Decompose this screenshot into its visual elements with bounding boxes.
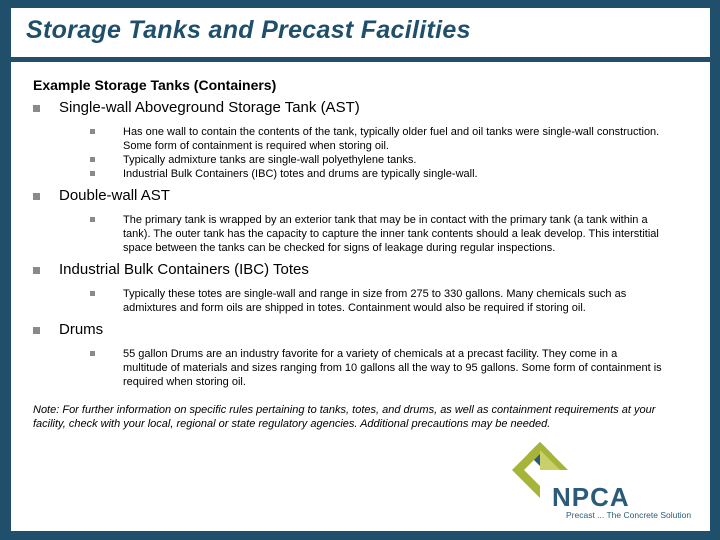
section-heading: Example Storage Tanks (Containers)	[33, 77, 277, 93]
square-bullet-icon	[90, 217, 95, 222]
list-item-double-wall-ast	[33, 187, 663, 205]
sub-list-item	[90, 125, 663, 153]
sublist	[33, 347, 663, 389]
slide-content	[33, 76, 663, 395]
square-bullet-icon	[33, 267, 40, 274]
npca-logo	[510, 440, 710, 524]
logo-wordmark: NPCA	[552, 482, 630, 512]
list-item-label: Double-wall AST	[59, 187, 170, 204]
sub-list-item-text: Typically admixture tanks are single-wall polyethylene tanks.	[123, 154, 417, 166]
sub-list-item	[90, 287, 663, 315]
sub-list-item	[90, 213, 663, 255]
square-bullet-icon	[90, 351, 95, 356]
square-bullet-icon	[33, 327, 40, 334]
list-item-single-wall-ast	[33, 99, 663, 117]
list-item-label: Drums	[59, 321, 104, 338]
sub-list-item-text: The primary tank is wrapped by an exterior tank that may be in contact with the primary tank (a tank within a tank). The outer tank has the capacity to capture the inner tank contents should a leak develop. This interstitial space between the tanks can be checked for signs of leakage during regular inspections.	[123, 214, 659, 254]
sub-list-item-text: Industrial Bulk Containers (IBC) totes and drums are typically single-wall.	[123, 168, 478, 180]
title-divider	[11, 57, 710, 62]
square-bullet-icon	[90, 171, 95, 176]
sub-list-item-text: Typically these totes are single-wall and range in size from 275 to 330 gallons. Many chemicals such as admixtures and form oils are shipped in totes. Containment would also be required if storing oil.	[123, 288, 627, 314]
square-bullet-icon	[33, 105, 40, 112]
logo-tagline: Precast ... The Concrete Solution	[566, 510, 692, 520]
square-bullet-icon	[90, 157, 95, 162]
sub-list-item-text: Has one wall to contain the contents of the tank, typically older fuel and oil tanks were single-wall construction. Some form of containment is required when storing oil.	[123, 126, 660, 152]
square-bullet-icon	[33, 193, 40, 200]
sublist	[33, 287, 663, 315]
sub-list-item	[90, 347, 663, 389]
sub-list-item	[90, 153, 663, 167]
sub-list-item-text: 55 gallon Drums are an industry favorite for a variety of chemicals at a precast facility. They come in a multitude of materials and sizes ranging from 10 gallons all the way to 95 gallons. Some form of containment is required when storing oil.	[123, 348, 662, 388]
list-item-label: Single-wall Aboveground Storage Tank (AST)	[59, 99, 360, 116]
list-item-label: Industrial Bulk Containers (IBC) Totes	[59, 261, 309, 278]
square-bullet-icon	[90, 129, 95, 134]
sub-list-item	[90, 167, 663, 181]
footnote: Note: For further information on specific rules pertaining to tanks, totes, and drums, as well as containment requirements at your facility, check with your local, regional or state regulatory agencies. Additional precautions may be needed.	[33, 404, 656, 430]
slide-title: Storage Tanks and Precast Facilities	[26, 16, 471, 44]
list-item-drums	[33, 321, 663, 339]
sublist	[33, 125, 663, 181]
square-bullet-icon	[90, 291, 95, 296]
list-item-ibc-totes	[33, 261, 663, 279]
sublist	[33, 213, 663, 255]
